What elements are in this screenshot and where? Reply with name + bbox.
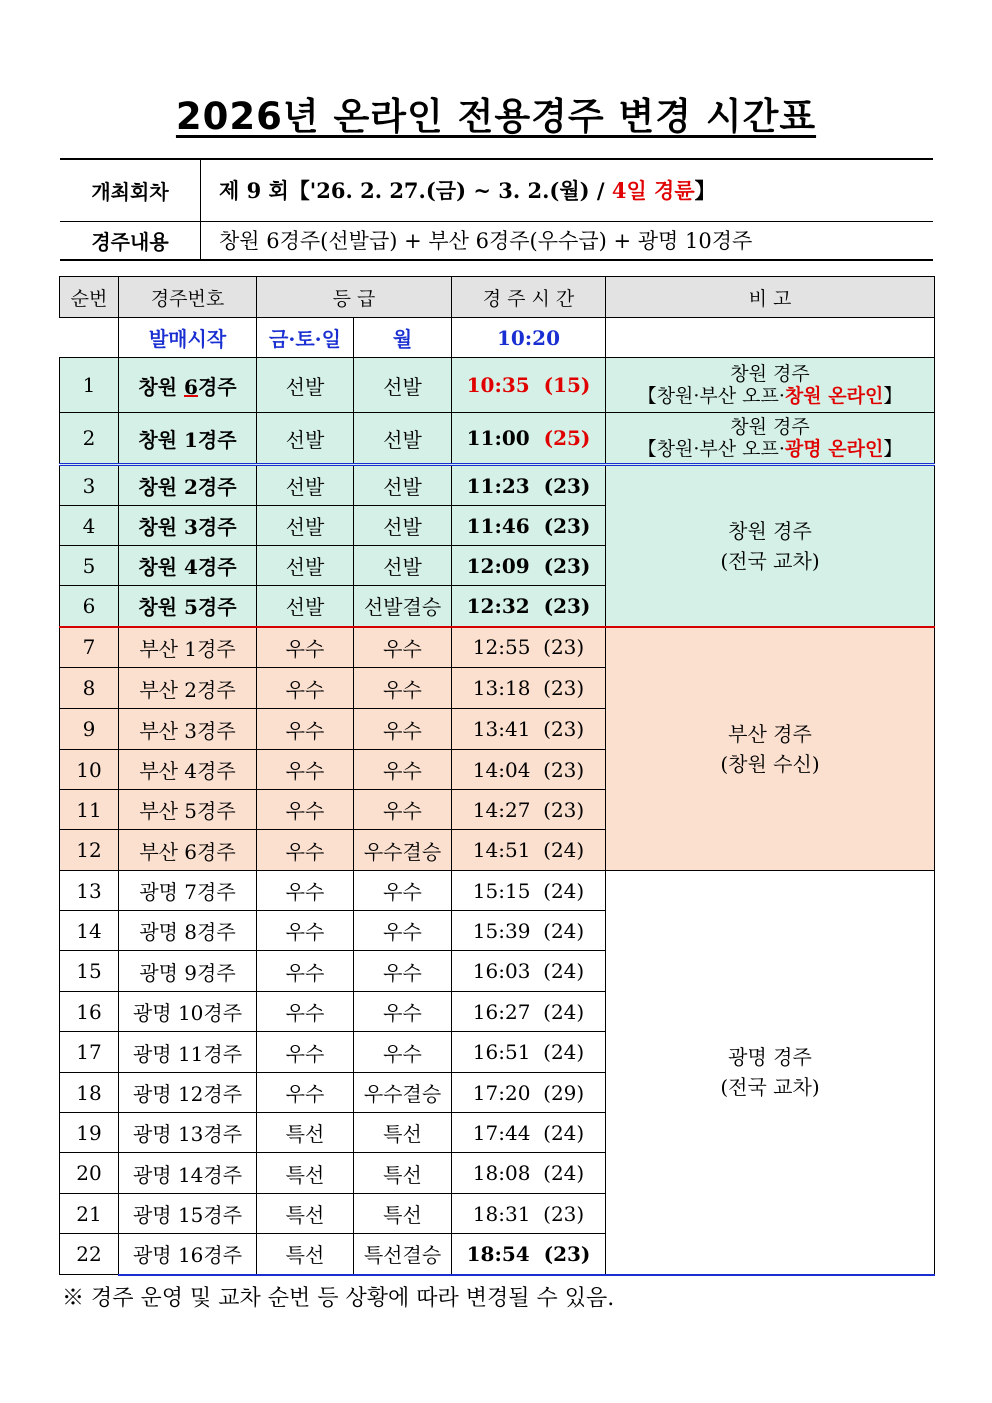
row-grade2: 선발 [354, 465, 452, 506]
col-header-no: 순번 [60, 277, 119, 318]
row-time-value: 17:44 [472, 1120, 531, 1145]
row-time-value: 18:31 [472, 1201, 531, 1226]
row-time-gap: (23) [543, 593, 591, 618]
row-grade1: 선발 [257, 358, 354, 413]
row-time-value: 12:55 [472, 635, 531, 660]
row-time-gap: (24) [543, 1161, 585, 1185]
row-time-gap: (25) [543, 426, 591, 450]
row-grade2: 선발 [354, 413, 452, 465]
row-race: 광명 9경주 [119, 951, 257, 992]
row-no: 18 [60, 1073, 119, 1113]
row-grade1: 우수 [257, 1073, 354, 1113]
row-no: 2 [60, 413, 119, 465]
row-time-value: 14:51 [472, 838, 531, 862]
row-race: 창원 3경주 [119, 506, 257, 546]
row-time [452, 1234, 606, 1275]
note-line1: 부산 경주 [728, 721, 812, 746]
note-line2c: 】 [883, 385, 903, 407]
row-race: 부산 5경주 [119, 790, 257, 830]
row-time-gap: (23) [543, 635, 585, 660]
row-grade2: 우수 [354, 871, 452, 911]
row-time-gap: (23) [543, 717, 585, 741]
row-time-value: 15:39 [472, 918, 531, 943]
row-no: 14 [60, 911, 119, 951]
row-no: 22 [60, 1234, 119, 1275]
row-time [452, 668, 606, 709]
row-time-gap: (24) [543, 959, 585, 983]
footer-note: ※ 경주 운영 및 교차 순번 등 상황에 따라 변경될 수 있음. [62, 1286, 615, 1311]
row-grade2: 우수결승 [354, 830, 452, 871]
row-time-value: 16:51 [472, 1040, 531, 1064]
changwon-note [606, 465, 935, 627]
row-time [452, 627, 606, 668]
note-line1: 광명 경주 [728, 1045, 812, 1070]
page-title: 2026년 온라인 전용경주 변경 시간표 [175, 95, 817, 138]
row-time [452, 709, 606, 750]
sale-start-time: 10:20 [452, 318, 606, 358]
row-time-gap: (23) [543, 553, 591, 578]
row-time [452, 413, 606, 465]
row-time [452, 1153, 606, 1194]
row-grade2: 선발 [354, 546, 452, 586]
row-time-value: 11:00 [466, 426, 530, 450]
row-time-value: 13:41 [472, 717, 531, 741]
round-days: 4일 경륜 [611, 178, 695, 204]
round-prefix: 제 9 회【'26. 2. 27.(금) ~ 3. 2.(월) / [219, 178, 612, 204]
table-row [60, 413, 935, 465]
row-time-gap: (24) [543, 838, 585, 862]
row-grade1: 선발 [257, 546, 354, 586]
row-grade2: 우수 [354, 709, 452, 750]
row-grade1: 우수 [257, 911, 354, 951]
row-race: 부산 1경주 [119, 627, 257, 668]
row-grade2: 우수 [354, 668, 452, 709]
row-no: 15 [60, 951, 119, 992]
row-grade2: 선발 [354, 506, 452, 546]
col-header-time: 경 주 시 간 [452, 277, 606, 318]
row-grade1: 선발 [257, 465, 354, 506]
note-line2: (전국 교차) [720, 548, 820, 573]
row-grade1: 우수 [257, 627, 354, 668]
row-time [452, 465, 606, 506]
row-race: 부산 6경주 [119, 830, 257, 871]
row-grade1: 우수 [257, 750, 354, 790]
row-no: 19 [60, 1113, 119, 1153]
row-time-gap: (23) [543, 757, 585, 782]
row-race-b: 경주 [197, 374, 237, 399]
row-race [119, 358, 257, 413]
row-grade2: 우수 [354, 911, 452, 951]
col-header-grade: 등 급 [257, 277, 452, 318]
row-race: 창원 1경주 [119, 413, 257, 465]
row-no: 12 [60, 830, 119, 871]
row-no: 13 [60, 871, 119, 911]
row-grade2: 우수 [354, 790, 452, 830]
row-time-gap: (23) [543, 1201, 585, 1226]
subheader-notes-empty [606, 318, 935, 358]
row-no: 3 [60, 465, 119, 506]
row-no: 11 [60, 790, 119, 830]
row-time [452, 790, 606, 830]
schedule-table [59, 276, 935, 1276]
row-time-value: 11:46 [466, 513, 530, 538]
row-grade2: 선발 [354, 358, 452, 413]
page-title-wrap [0, 86, 992, 140]
row-race: 광명 8경주 [119, 911, 257, 951]
note-line1: 창원 경주 [730, 416, 810, 438]
round-label: 개최회차 [60, 159, 201, 221]
col-header-race: 경주번호 [119, 277, 257, 318]
row-race: 광명 12경주 [119, 1073, 257, 1113]
row-time-gap: (23) [543, 473, 591, 498]
row-time-value: 16:03 [472, 959, 531, 983]
row-time [452, 1032, 606, 1073]
note-line2b: 창원 온라인 [784, 385, 884, 407]
row-time-gap: (23) [543, 797, 585, 822]
row-time [452, 750, 606, 790]
row-no: 20 [60, 1153, 119, 1194]
table-row [60, 627, 935, 668]
grade-mon: 월 [354, 318, 452, 358]
row-race: 광명 10경주 [119, 992, 257, 1032]
row-time-gap: (15) [543, 373, 591, 397]
note-line2a: 【창원·부산 오프· [637, 438, 785, 460]
row-time-gap: (24) [543, 878, 585, 903]
row-race-underlined: 6 [184, 374, 198, 399]
row-time-value: 18:08 [472, 1161, 531, 1185]
row-time-value: 11:23 [466, 473, 530, 498]
row-no: 17 [60, 1032, 119, 1073]
row-grade2: 우수 [354, 992, 452, 1032]
row-time-value: 10:35 [466, 373, 530, 397]
row-grade1: 우수 [257, 871, 354, 911]
row-grade1: 선발 [257, 506, 354, 546]
row-no: 6 [60, 586, 119, 627]
row-grade1: 우수 [257, 992, 354, 1032]
round-value [201, 159, 934, 221]
row-time [452, 586, 606, 627]
row-time-value: 14:27 [472, 797, 531, 822]
note-line1: 창원 경주 [728, 518, 812, 543]
row-note [606, 358, 935, 413]
header-row [60, 277, 935, 318]
row-grade1: 특선 [257, 1153, 354, 1194]
note-line2: (전국 교차) [720, 1075, 820, 1100]
row-time-value: 15:15 [472, 878, 531, 903]
row-grade2: 특선 [354, 1153, 452, 1194]
row-no: 1 [60, 358, 119, 413]
note-line2b: 광명 온라인 [784, 438, 884, 460]
row-race: 부산 3경주 [119, 709, 257, 750]
row-time-gap: (24) [543, 918, 585, 943]
row-grade2: 우수 [354, 1032, 452, 1073]
row-race: 광명 14경주 [119, 1153, 257, 1194]
row-time-value: 17:20 [472, 1080, 531, 1105]
row-grade1: 우수 [257, 1032, 354, 1073]
note-line2: (창원 수신) [720, 751, 820, 776]
row-time-gap: (23) [543, 1241, 591, 1266]
row-grade2: 우수 [354, 750, 452, 790]
note-line1: 창원 경주 [730, 363, 810, 385]
grade-fri-sat-sun: 금·토·일 [257, 318, 354, 358]
row-no: 10 [60, 750, 119, 790]
row-race-a: 창원 [138, 374, 185, 399]
row-grade2: 특선 [354, 1194, 452, 1234]
row-grade1: 우수 [257, 951, 354, 992]
row-time [452, 358, 606, 413]
row-time-gap: (29) [543, 1080, 585, 1105]
row-grade1: 우수 [257, 790, 354, 830]
row-race: 창원 5경주 [119, 586, 257, 627]
row-time-gap: (23) [543, 513, 591, 538]
row-grade1: 선발 [257, 413, 354, 465]
table-row [60, 871, 935, 911]
info-table [60, 158, 933, 261]
table-row [60, 465, 935, 506]
row-time-value: 12:32 [466, 593, 530, 618]
row-time-value: 13:18 [472, 676, 531, 700]
row-race: 광명 16경주 [119, 1234, 257, 1275]
row-time [452, 546, 606, 586]
row-time-gap: (24) [543, 1040, 585, 1064]
row-no: 4 [60, 506, 119, 546]
content-value: 창원 6경주(선발급) + 부산 6경주(우수급) + 광명 10경주 [219, 229, 753, 254]
note-line2c: 】 [883, 438, 903, 460]
row-race: 부산 2경주 [119, 668, 257, 709]
row-time-gap: (24) [543, 1120, 585, 1145]
row-time [452, 992, 606, 1032]
subheader-empty [60, 318, 119, 358]
row-time-gap: (23) [543, 676, 585, 700]
row-time-value: 14:04 [472, 757, 531, 782]
row-race: 광명 7경주 [119, 871, 257, 911]
row-no: 16 [60, 992, 119, 1032]
busan-note [606, 627, 935, 871]
row-grade1: 특선 [257, 1113, 354, 1153]
row-time [452, 830, 606, 871]
row-grade2: 특선 [354, 1113, 452, 1153]
row-time [452, 871, 606, 911]
row-time-value: 12:09 [466, 553, 530, 578]
row-grade2: 선발결승 [354, 586, 452, 627]
row-race: 창원 4경주 [119, 546, 257, 586]
content-label: 경주내용 [60, 221, 201, 260]
row-grade2: 특선결승 [354, 1234, 452, 1275]
row-time [452, 911, 606, 951]
note-line2a: 【창원·부산 오프· [637, 385, 785, 407]
row-grade1: 우수 [257, 709, 354, 750]
row-race: 광명 15경주 [119, 1194, 257, 1234]
row-grade1: 특선 [257, 1234, 354, 1275]
row-grade1: 우수 [257, 830, 354, 871]
row-note [606, 413, 935, 465]
row-no: 8 [60, 668, 119, 709]
info-row-round [60, 159, 933, 221]
round-suffix: 】 [694, 178, 716, 204]
row-time [452, 1073, 606, 1113]
row-grade2: 우수결승 [354, 1073, 452, 1113]
row-no: 7 [60, 627, 119, 668]
row-no: 21 [60, 1194, 119, 1234]
row-grade1: 선발 [257, 586, 354, 627]
row-grade2: 우수 [354, 951, 452, 992]
sale-start-label: 발매시작 [119, 318, 257, 358]
row-time [452, 1194, 606, 1234]
row-grade1: 특선 [257, 1194, 354, 1234]
row-race: 광명 13경주 [119, 1113, 257, 1153]
row-time [452, 951, 606, 992]
table-row [60, 358, 935, 413]
row-time-gap: (24) [543, 999, 585, 1024]
row-time-value: 16:27 [472, 999, 531, 1024]
subheader-row [60, 318, 935, 358]
row-time [452, 1113, 606, 1153]
row-grade2: 우수 [354, 627, 452, 668]
row-race: 창원 2경주 [119, 465, 257, 506]
row-grade1: 우수 [257, 668, 354, 709]
row-race: 광명 11경주 [119, 1032, 257, 1073]
row-no: 5 [60, 546, 119, 586]
info-row-content [60, 221, 933, 260]
gwangmyeong-note [606, 871, 935, 1275]
col-header-notes: 비 고 [606, 277, 935, 318]
row-time-value: 18:54 [466, 1241, 530, 1266]
row-time [452, 506, 606, 546]
row-race: 부산 4경주 [119, 750, 257, 790]
row-no: 9 [60, 709, 119, 750]
